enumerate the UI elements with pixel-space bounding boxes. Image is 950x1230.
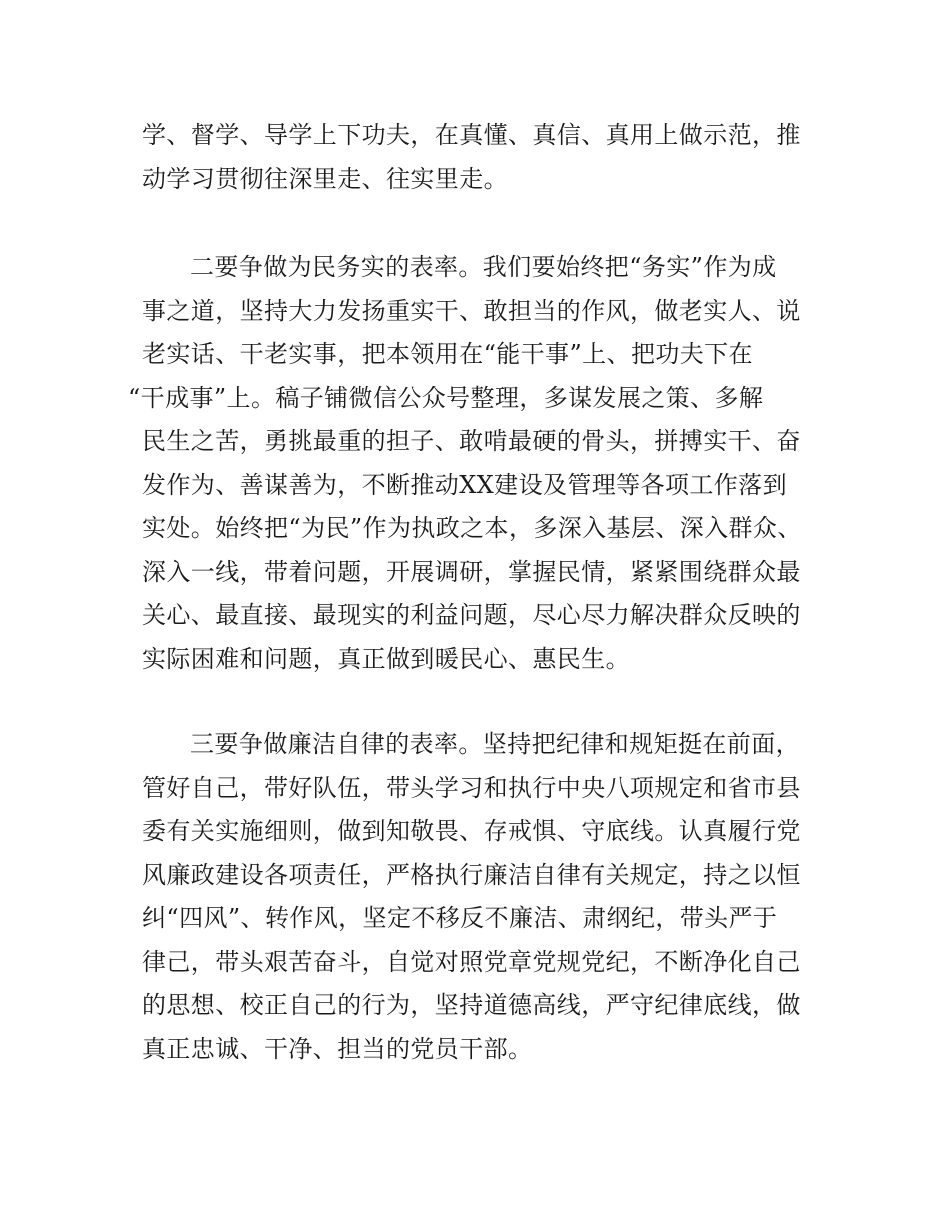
text-line: 三要争做廉洁自律的表率。坚持把纪律和规矩挺在前面，: [190, 730, 800, 758]
text-line: 委有关实施细则，做到知敬畏、存戒惧、守底线。认真履行党: [142, 817, 801, 845]
text-line: 深入一线，带着问题，开展调研，掌握民情，紧紧围绕群众最: [142, 557, 801, 586]
paragraph-1: [142, 114, 822, 201]
text-line: 的思想、校正自己的行为，坚持道德高线，严守纪律底线，做: [142, 991, 801, 1019]
text-line: 实处。始终把“为民”作为执政之本，多深入基层、深入群众、: [142, 514, 802, 542]
text-line: 关心、最直接、最现实的利益问题，尽心尽力解决群众反映的: [142, 601, 801, 629]
text-line: 事之道，坚持大力发扬重实干、敢担当的作风，做老实人、说: [142, 296, 801, 325]
text-line: 动学习贯彻往深里走、往实里走。: [142, 164, 508, 193]
text-line: 发作为、善谋善为，不断推动XX建设及管理等各项工作落到: [142, 470, 787, 499]
text-line: 真正忠诚、干净、担当的党员干部。: [142, 1034, 533, 1063]
text-line: 二要争做为民务实的表率。我们要始终把“务实”作为成: [190, 253, 777, 281]
text-line: 纠“四风”、转作风，坚定不移反不廉洁、肃纲纪，带头严于: [142, 904, 778, 932]
paragraph-2: [128, 246, 822, 681]
text-line: 学、督学、导学上下功夫，在真懂、真信、真用上做示范，推: [142, 121, 801, 149]
text-line: 实际困难和问题，真正做到暖民心、惠民生。: [142, 644, 630, 673]
paragraph-3: [142, 723, 822, 1071]
text-line: 风廉政建设各项责任，严格执行廉洁自律有关规定，持之以恒: [142, 860, 801, 889]
text-line: “干成事”上。稿子铺微信公众号整理，多谋发展之策、多解: [128, 383, 764, 412]
text-line: 民生之苦，勇挑最重的担子、敢啃最硬的骨头，拼搏实干、奋: [142, 427, 801, 455]
text-line: 律己，带头艰苦奋斗，自觉对照党章党规党纪，不断净化自己: [142, 947, 801, 976]
text-line: 管好自己，带好队伍，带头学习和执行中央八项规定和省市县: [142, 773, 801, 802]
text-line: 老实话、干老实事，把本领用在“能干事”上、把功夫下在: [142, 340, 753, 368]
